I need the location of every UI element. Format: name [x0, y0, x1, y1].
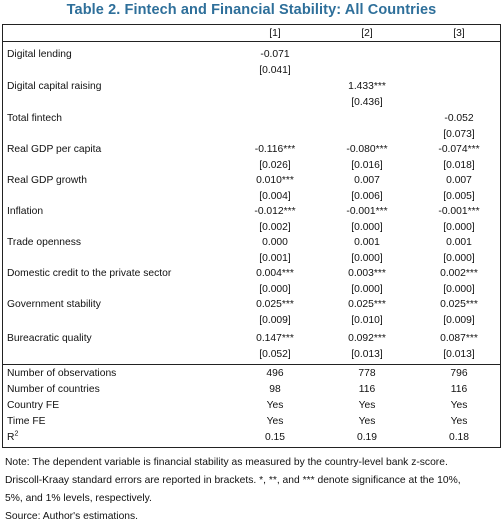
row-label: Digital lending — [7, 49, 72, 60]
table-row — [3, 430, 500, 446]
cell-value: 0.025*** — [256, 299, 294, 310]
cell-value: 116 — [358, 384, 376, 395]
cell-value: -0.012*** — [254, 206, 296, 217]
cell-value: -0.071 — [260, 49, 290, 60]
cell-value: 0.002*** — [440, 268, 478, 279]
cell-value: 0.087*** — [440, 333, 478, 344]
cell-value: 1.433*** — [348, 81, 386, 92]
cell-standard-error: [0.009] — [443, 315, 475, 326]
table-row — [3, 366, 500, 382]
cell-value: -0.001*** — [438, 206, 480, 217]
row-label: $R^2$ — [7, 430, 19, 443]
cell-value: 116 — [450, 384, 468, 395]
cell-standard-error: [0.000] — [443, 222, 475, 233]
row-label: Number of observations — [7, 368, 117, 379]
standard-error-row — [3, 282, 500, 298]
cell-value: 0.007 — [446, 175, 472, 186]
row-label: Total fintech — [7, 113, 62, 124]
cell-standard-error: [0.041] — [259, 65, 291, 76]
cell-value: -0.116*** — [254, 144, 296, 155]
table-row — [3, 414, 500, 430]
cell-value: 0.001 — [354, 237, 380, 248]
cell-standard-error: [0.052] — [259, 349, 291, 360]
cell-value: -0.052 — [444, 113, 474, 124]
table-row — [3, 266, 500, 282]
cell-standard-error: [0.000] — [259, 284, 291, 295]
cell-value: 0.001 — [446, 237, 472, 248]
cell-standard-error: [0.002] — [259, 222, 291, 233]
standard-error-row — [3, 127, 500, 143]
column-header: [2] — [361, 28, 373, 39]
cell-value: 0.010*** — [256, 175, 294, 186]
row-label: Bureacratic quality — [7, 333, 92, 344]
standard-error-row — [3, 313, 500, 329]
note-line: Driscoll-Kraay standard errors are reported in brackets. *, **, and *** denote significance at the 10%, — [5, 475, 461, 486]
row-label: Government stability — [7, 299, 101, 310]
standard-error-row — [3, 347, 500, 363]
cell-value: -0.001*** — [346, 206, 388, 217]
cell-value: Yes — [358, 416, 376, 427]
row-label: Time FE — [7, 416, 46, 427]
cell-value: 0.025*** — [440, 299, 478, 310]
cell-value: 0.092*** — [348, 333, 386, 344]
cell-value: 0.007 — [354, 175, 380, 186]
cell-standard-error: [0.000] — [351, 222, 383, 233]
section-rule — [3, 364, 500, 365]
cell-value: -0.080*** — [346, 144, 388, 155]
cell-standard-error: [0.004] — [259, 191, 291, 202]
table-row — [3, 142, 500, 158]
standard-error-row — [3, 189, 500, 205]
row-label: Real GDP per capita — [7, 144, 102, 155]
table-row — [3, 398, 500, 414]
table-row — [3, 173, 500, 189]
column-header: [1] — [269, 28, 281, 39]
cell-standard-error: [0.013] — [351, 349, 383, 360]
cell-standard-error: [0.000] — [351, 253, 383, 264]
cell-standard-error: [0.009] — [259, 315, 291, 326]
cell-value: Yes — [358, 400, 376, 411]
cell-value: 0.15 — [264, 432, 286, 443]
row-label: Number of countries — [7, 384, 100, 395]
column-header: [3] — [453, 28, 465, 39]
cell-value: 0.147*** — [256, 333, 294, 344]
table-row — [3, 204, 500, 220]
cell-value: 796 — [450, 368, 468, 379]
row-label: Trade openness — [7, 237, 82, 248]
cell-standard-error: [0.005] — [443, 191, 475, 202]
table-title: Table 2. Fintech and Financial Stability: All Countries — [66, 2, 437, 18]
cell-value: Yes — [266, 416, 284, 427]
note-line: Note: The dependent variable is financial stability as measured by the country-level bank z-score. — [5, 457, 448, 468]
cell-value: -0.074*** — [438, 144, 480, 155]
cell-standard-error: [0.000] — [443, 253, 475, 264]
cell-standard-error: [0.013] — [443, 349, 475, 360]
table-row — [3, 47, 500, 63]
note-line: 5%, and 1% levels, respectively. — [5, 493, 152, 504]
row-label: Country FE — [7, 400, 60, 411]
cell-value: 0.025*** — [348, 299, 386, 310]
cell-value: 98 — [269, 384, 281, 395]
cell-standard-error: [0.018] — [443, 160, 475, 171]
row-label: Real GDP growth — [7, 175, 87, 186]
header-rule — [3, 41, 500, 42]
standard-error-row — [3, 251, 500, 267]
cell-value: 778 — [358, 368, 376, 379]
cell-standard-error: [0.016] — [351, 160, 383, 171]
cell-value: Yes — [266, 400, 284, 411]
table-row — [3, 297, 500, 313]
cell-standard-error: [0.073] — [443, 129, 475, 140]
cell-value: 0.18 — [448, 432, 470, 443]
cell-standard-error: [0.010] — [351, 315, 383, 326]
table-row — [3, 111, 500, 127]
cell-value: Yes — [450, 416, 468, 427]
source-line: Source: Author's estimations. — [5, 511, 139, 522]
row-label: Inflation — [7, 206, 44, 217]
table-row — [3, 79, 500, 95]
table-row — [3, 382, 500, 398]
cell-value: 0.003*** — [348, 268, 386, 279]
cell-standard-error: [0.000] — [443, 284, 475, 295]
cell-value: 0.19 — [356, 432, 378, 443]
regression-table — [2, 24, 501, 448]
cell-standard-error: [0.000] — [351, 284, 383, 295]
cell-standard-error: [0.001] — [259, 253, 291, 264]
row-label: Domestic credit to the private sector — [7, 268, 172, 279]
cell-standard-error: [0.436] — [351, 97, 383, 108]
table-row — [3, 331, 500, 347]
table-row — [3, 235, 500, 251]
standard-error-row — [3, 63, 500, 79]
cell-value: 0.000 — [262, 237, 288, 248]
cell-standard-error: [0.026] — [259, 160, 291, 171]
standard-error-row — [3, 220, 500, 236]
standard-error-row — [3, 95, 500, 111]
column-header-row — [3, 26, 500, 42]
cell-value: Yes — [450, 400, 468, 411]
cell-value: 0.004*** — [256, 268, 294, 279]
cell-value: 496 — [266, 368, 284, 379]
cell-standard-error: [0.006] — [351, 191, 383, 202]
row-label: Digital capital raising — [7, 81, 102, 92]
standard-error-row — [3, 158, 500, 174]
